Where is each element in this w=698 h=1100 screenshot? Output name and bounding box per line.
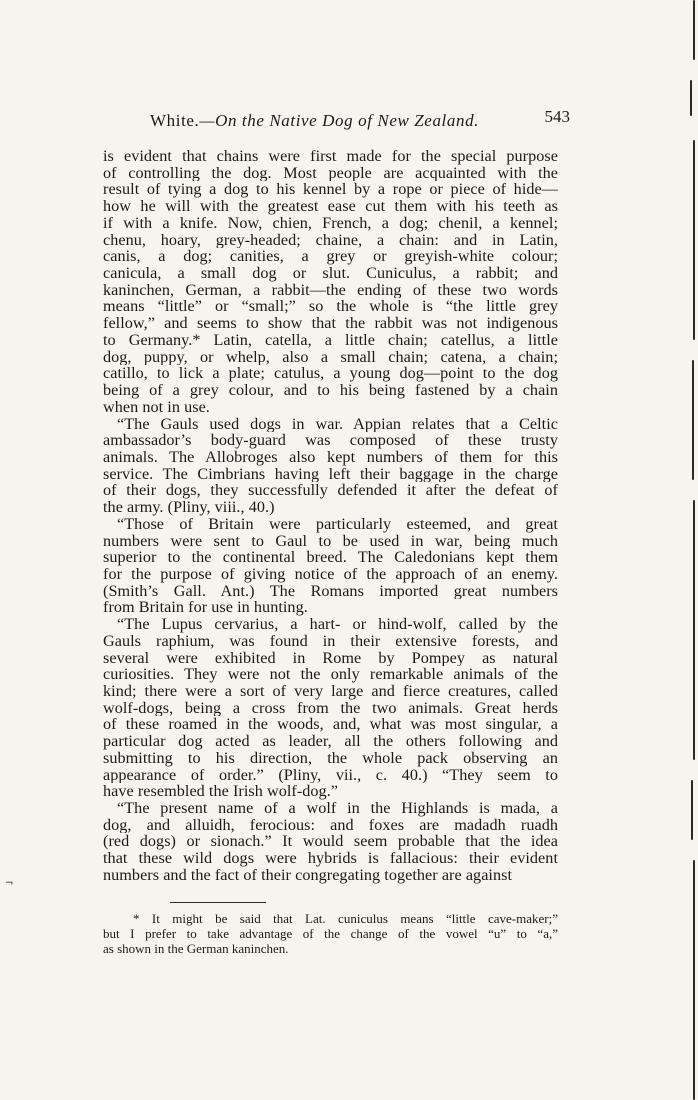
- text-line: result of tying a dog to his kennel by a rope or piece of hide—: [103, 181, 558, 199]
- text-line: from Britain for use in hunting.: [103, 599, 308, 617]
- text-line: when not in use.: [103, 398, 210, 416]
- text-line: service. The Cimbrians having left their baggage in the charge: [103, 465, 558, 483]
- text-line: curiosities. They were not the only remarkable animals of the: [103, 666, 558, 683]
- text-line: of their dogs, they successfully defended it after the defeat of: [103, 482, 558, 500]
- text-line: superior to the continental breed. The Caledonians kept them: [103, 549, 558, 566]
- text-line: several were exhibited in Rome by Pompey as natural: [103, 649, 558, 667]
- text-line: for the purpose of giving notice of the approach of an enemy.: [103, 565, 558, 583]
- footnote: [103, 911, 558, 957]
- text-line: have resembled the Irish wolf-dog.”: [103, 783, 339, 801]
- text-line: to Germany.* Latin, catella, a little chain; catellus, a little: [103, 331, 558, 349]
- text-line: of controlling the dog. Most people are acquainted with the: [103, 164, 558, 182]
- text-line: “Those of Britain were particularly esteemed, and great: [117, 515, 558, 533]
- footnote-line: but I prefer to take advantage of the change of the vowel “u” to “a,”: [103, 926, 558, 942]
- text-line: the army. (Pliny, viii., 40.): [103, 499, 275, 516]
- text-line: (red dogs) or sionach.” It would seem probable that the idea: [103, 833, 558, 851]
- text-line: kaninchen, German, a rabbit—the ending of these two words: [103, 281, 558, 299]
- text-line: if with a knife. Now, chien, French, a dog; chenil, a kennel;: [103, 214, 558, 232]
- text-line: is evident that chains were first made for the special purpose: [103, 148, 558, 165]
- page-edge-marks: [684, 0, 698, 1100]
- text-line: kind; there were a sort of very large and fierce creatures, called: [103, 683, 558, 700]
- text-line: “The Gauls used dogs in war. Appian relates that a Celtic: [117, 415, 558, 433]
- running-header: [150, 107, 570, 133]
- footnote-rule: [170, 902, 266, 903]
- text-line: (Smith’s Gall. Ant.) The Romans imported great numbers: [103, 582, 558, 600]
- text-line: numbers were sent to Gaul to be used in war, being much: [103, 532, 558, 550]
- text-line: that these wild dogs were hybrids is fallacious: their evident: [103, 850, 558, 867]
- footnote-line: * It might be said that Lat. cuniculus means “little cave-maker;”: [133, 911, 558, 926]
- text-line: animals. The Allobroges also kept numbers of them for this: [103, 448, 558, 466]
- footnote-line: as shown in the German kaninchen.: [103, 941, 289, 957]
- text-line: catillo, to lick a plate; catulus, a young dog—point to the dog: [103, 365, 558, 383]
- stray-mark: ¬: [5, 878, 14, 889]
- text-line: dog, puppy, or whelp, also a small chain; catena, a chain;: [103, 348, 558, 366]
- text-line: ambassador’s body-guard was composed of these trusty: [103, 432, 558, 449]
- body-text: [103, 148, 558, 884]
- text-line: means “little” or “small;” so the whole is “the little grey: [103, 298, 558, 316]
- text-line: of these roamed in the woods, and, what was most singular, a: [103, 716, 558, 734]
- text-line: submitting to his direction, the whole pack observing an: [103, 749, 558, 767]
- text-line: canis, a dog; canities, a grey or greyish-white colour;: [103, 248, 558, 266]
- text-line: canicula, a small dog or slut. Cuniculus, a rabbit; and: [103, 265, 558, 282]
- text-line: dog, and alluidh, ferocious: and foxes are madadh ruadh: [103, 816, 558, 834]
- text-line: particular dog acted as leader, all the others following and: [103, 733, 558, 750]
- text-line: being of a grey colour, and to his being fastened by a chain: [103, 382, 558, 399]
- text-line: Gauls raphium, was found in their extensive forests, and: [103, 632, 558, 650]
- text-line: how he will with the greatest ease cut them with his teeth as: [103, 198, 558, 215]
- text-line: appearance of order.” (Pliny, vii., c. 40.) “They seem to: [103, 766, 558, 784]
- text-line: chenu, hoary, grey-headed; chaine, a chain: and in Latin,: [103, 231, 558, 249]
- page-number: 543: [544, 107, 570, 126]
- text-line: fellow,” and seems to show that the rabbit was not indigenous: [103, 315, 558, 332]
- text-line: numbers and the fact of their congregating together are against: [103, 866, 513, 884]
- text-line: “The present name of a wolf in the Highlands is mada, a: [117, 800, 558, 817]
- text-line: “The Lupus cervarius, a hart- or hind-wolf, called by the: [117, 616, 558, 633]
- header-author: White.—On the Native Dog of New Zealand.: [150, 111, 480, 130]
- text-line: wolf-dogs, being a cross from the two animals. Great herds: [103, 699, 558, 717]
